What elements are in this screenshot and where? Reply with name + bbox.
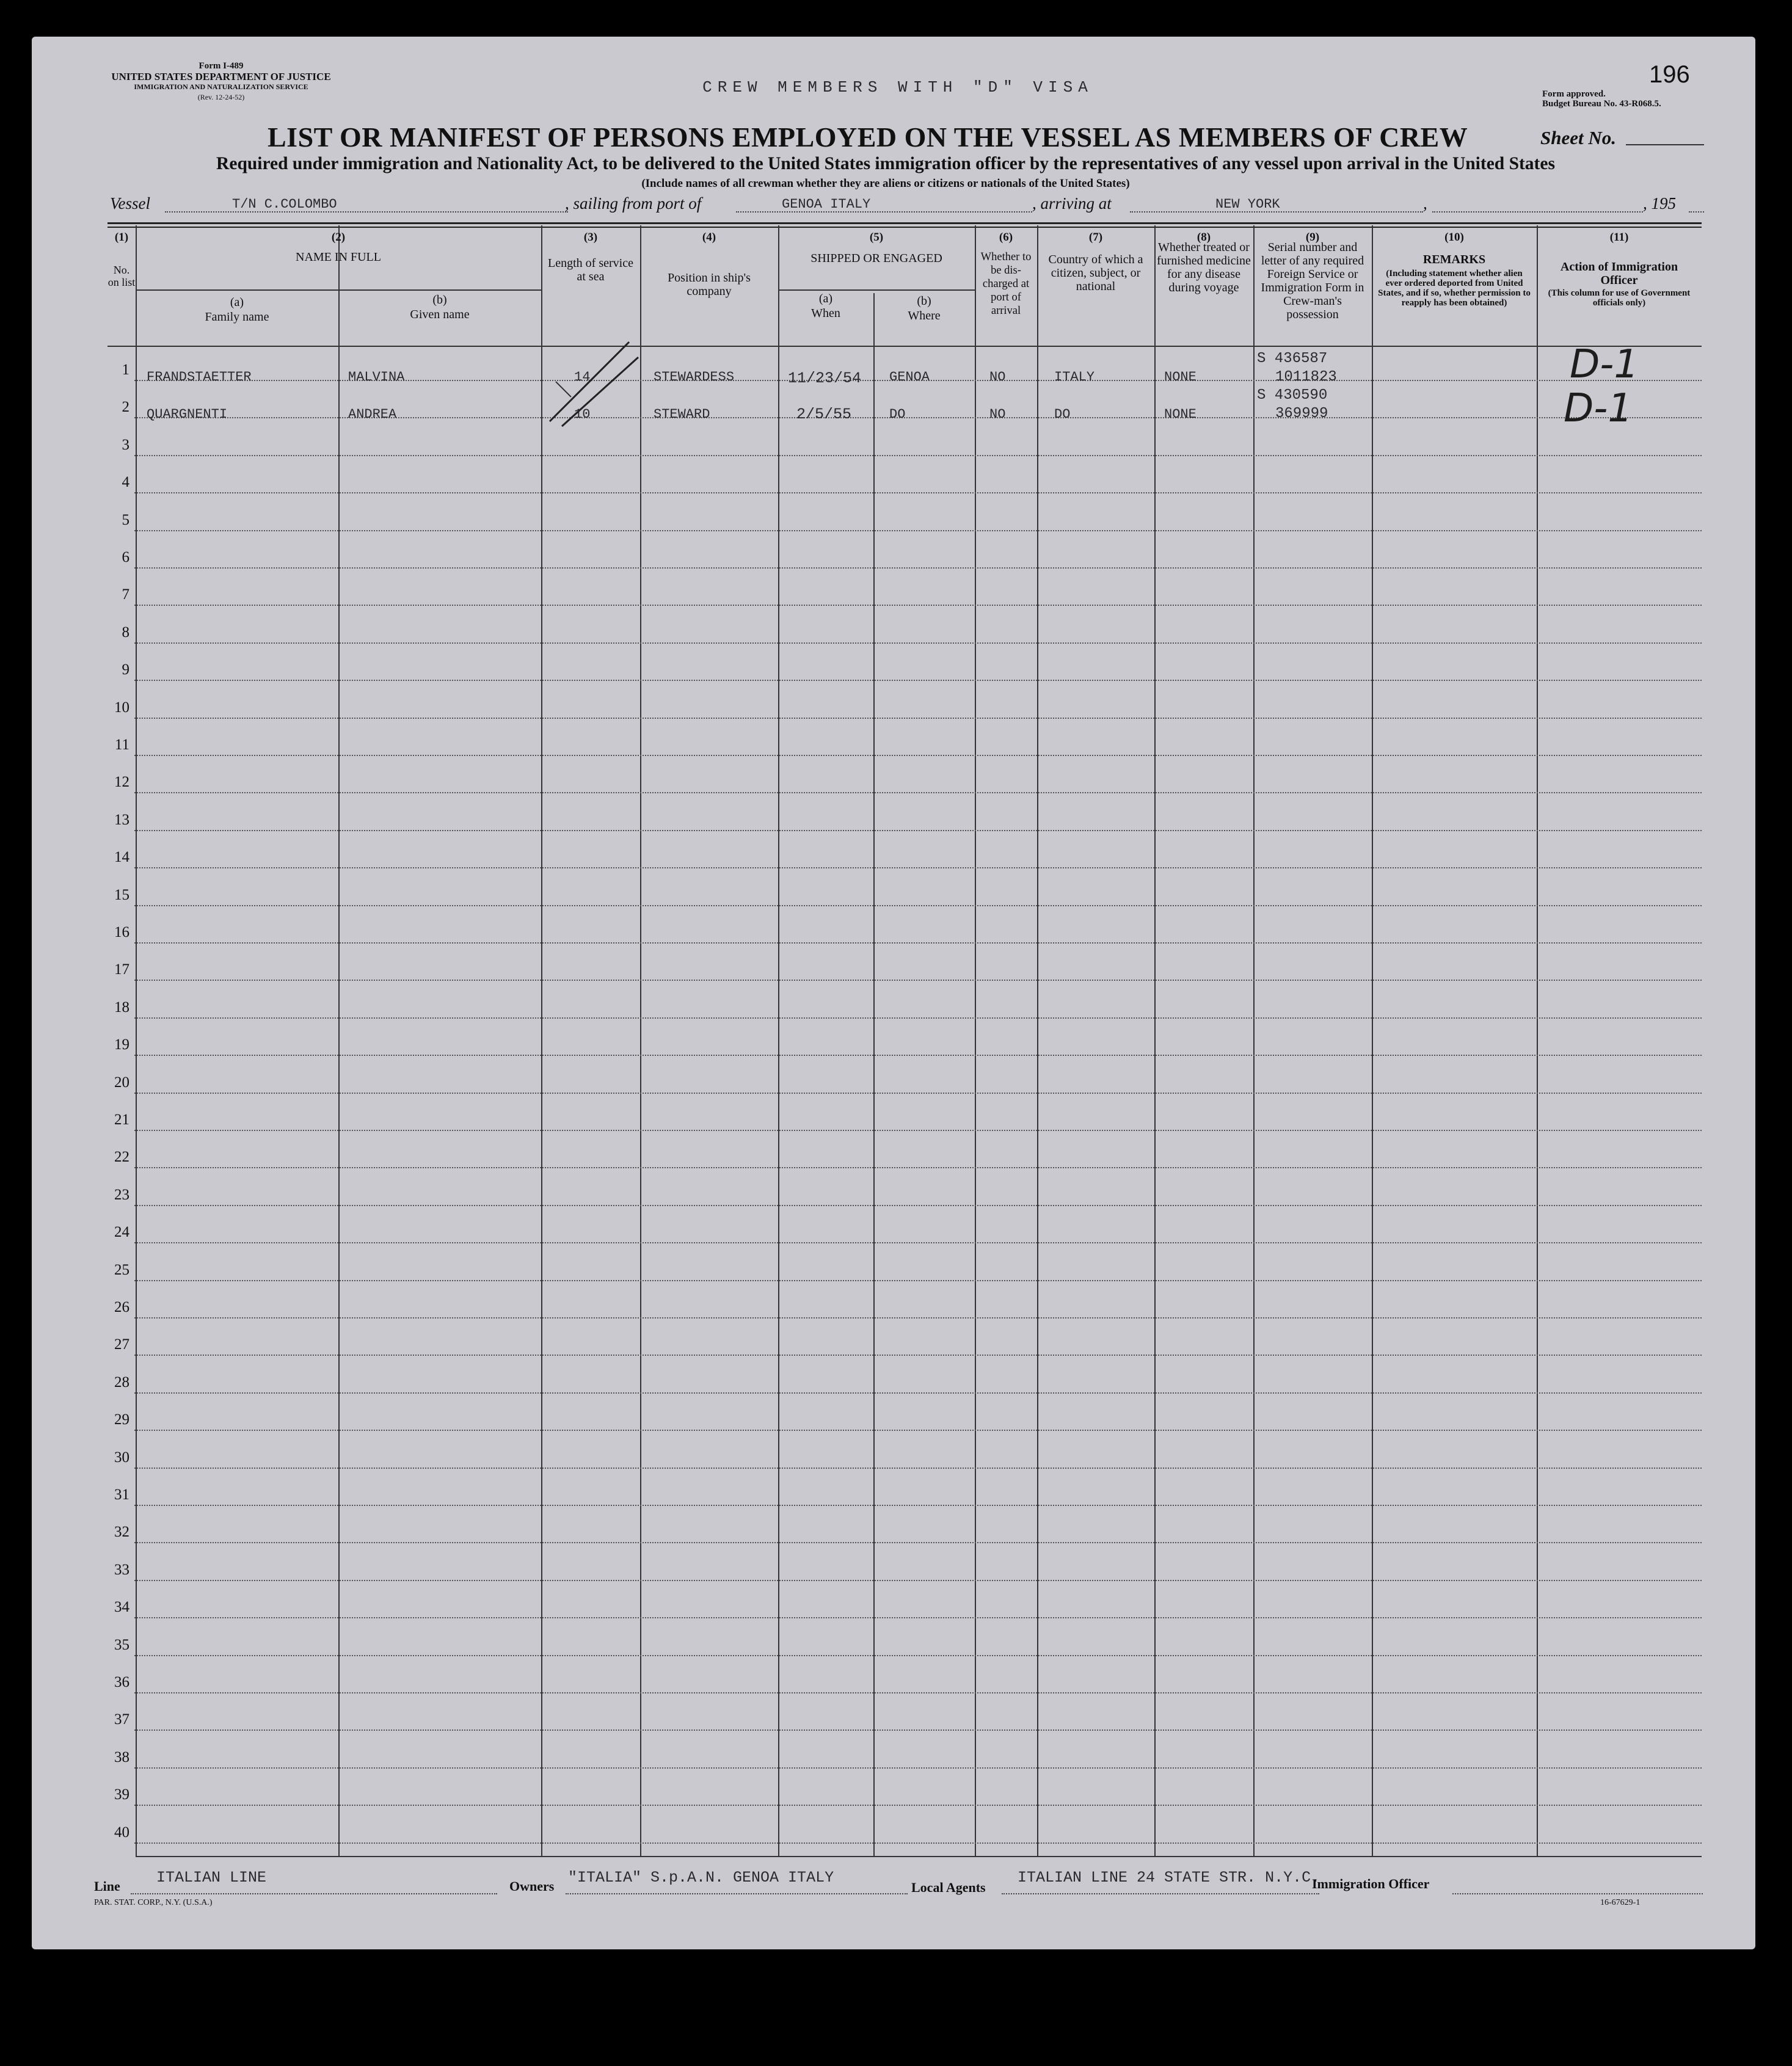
row-2-medicine: NONE — [1164, 407, 1196, 422]
sheet-number-label: Sheet No. — [1540, 127, 1616, 148]
year-label: , 195 — [1643, 194, 1676, 213]
service: IMMIGRATION AND NATURALIZATION SERVICE — [134, 82, 308, 91]
col-4-number: (4) — [702, 231, 716, 244]
table-row[interactable] — [134, 905, 1702, 906]
col-2a-letter: (a) — [230, 296, 244, 309]
col-7-label: Country of which a citizen, subject, or national — [1048, 253, 1143, 293]
row-number: 36 — [114, 1674, 129, 1690]
form-number: Form I-489 — [199, 61, 244, 71]
row-number: 14 — [114, 849, 129, 865]
table-row[interactable] — [134, 642, 1702, 644]
vessel-field[interactable]: T/N C.COLOMBO — [232, 197, 337, 212]
table-row[interactable] — [134, 1655, 1702, 1656]
local-agents-field[interactable]: ITALIAN LINE 24 STATE STR. N.Y.C. — [1018, 1869, 1320, 1886]
table-row[interactable] — [134, 1167, 1702, 1168]
row-number: 19 — [114, 1036, 129, 1053]
table-top-border — [107, 222, 1702, 224]
table-row[interactable] — [134, 1505, 1702, 1506]
row-number: 21 — [114, 1111, 129, 1128]
printer-imprint: PAR. STAT. CORP., N.Y. (U.S.A.) — [94, 1898, 213, 1907]
col-2b-label: Given name — [410, 308, 470, 321]
col-5b-letter: (b) — [917, 294, 931, 308]
page-title: LIST OR MANIFEST OF PERSONS EMPLOYED ON THE VESSEL AS MEMBERS OF CREW — [268, 122, 1468, 153]
line-field[interactable]: ITALIAN LINE — [156, 1869, 267, 1886]
form-approved-label: Form approved. — [1542, 89, 1606, 99]
line-label: Line — [94, 1879, 120, 1894]
row-number: 15 — [114, 887, 129, 903]
table-row[interactable] — [134, 1017, 1702, 1019]
table-row[interactable] — [134, 492, 1702, 493]
table-row[interactable] — [134, 792, 1702, 793]
row-1-position: STEWARDESS — [654, 369, 735, 385]
name-subheader-line — [136, 289, 541, 291]
table-row[interactable] — [134, 755, 1702, 756]
table-row[interactable] — [134, 1093, 1702, 1094]
row-2-serial-a: S 430590 — [1257, 387, 1328, 404]
col-5b-label: Where — [908, 309, 941, 322]
table-bottom-line — [136, 1856, 1702, 1857]
row-number: 32 — [114, 1524, 129, 1540]
row-number: 12 — [114, 774, 129, 790]
row-number: 33 — [114, 1562, 129, 1578]
sailing-underline — [736, 211, 1032, 213]
row-1-discharged: NO — [989, 369, 1006, 385]
table-row[interactable] — [134, 942, 1702, 944]
row-number: 30 — [114, 1449, 129, 1466]
col-10-label: REMARKS — [1422, 253, 1486, 266]
table-row[interactable] — [134, 1355, 1702, 1356]
page-number: 196 — [1649, 61, 1690, 88]
row-1-medicine: NONE — [1164, 369, 1196, 385]
row-number: 22 — [114, 1149, 129, 1165]
officer-underline — [1452, 1893, 1703, 1894]
col-8-label: Whether treated or furnished medicine for any disease during voyage — [1157, 241, 1251, 294]
row-number: 6 — [122, 549, 129, 566]
row-1-serial-a: S 436587 — [1257, 351, 1328, 367]
date-underline — [1432, 211, 1643, 213]
year-underline — [1689, 211, 1704, 213]
table-row[interactable] — [134, 1542, 1702, 1543]
row-number: 37 — [114, 1711, 129, 1728]
table-row[interactable] — [134, 1767, 1702, 1769]
row-number: 27 — [114, 1336, 129, 1353]
row-number: 4 — [122, 474, 129, 490]
table-row[interactable] — [134, 1468, 1702, 1469]
vessel-underline — [165, 211, 568, 213]
column-divider — [136, 225, 137, 1856]
col-11-note: (This column for use of Government officials only) — [1548, 288, 1691, 308]
row-1-shipped-where: GENOA — [889, 369, 930, 385]
row-1-action: D-1 — [1570, 342, 1639, 387]
row-2-discharged: NO — [989, 407, 1006, 422]
department: UNITED STATES DEPARTMENT OF JUSTICE — [111, 71, 331, 82]
row-2-shipped-where: DO — [889, 407, 906, 422]
table-top-border-inner — [107, 227, 1702, 228]
col-5-number: (5) — [869, 231, 884, 244]
row-2-position: STEWARD — [654, 407, 710, 422]
subtitle: Required under immigration and Nationality Act, to be delivered to the United States immigration officer by the representatives of any vessel upon arrival in the United States — [216, 154, 1555, 173]
col-5a-label: When — [811, 307, 840, 320]
table-row[interactable] — [134, 1242, 1702, 1243]
row-number: 23 — [114, 1187, 129, 1203]
row-2-country: DO — [1054, 407, 1071, 422]
row-1-family-name: FRANDSTAETTER — [147, 369, 252, 385]
col-9-label: Serial number and letter of any required Foreign Service or Immigration Form in Crew-man's possession — [1261, 241, 1364, 321]
table-row[interactable] — [134, 718, 1702, 719]
row-number: 40 — [114, 1824, 129, 1841]
row-number: 16 — [114, 924, 129, 940]
budget-bureau: Budget Bureau No. 43-R068.5. — [1542, 99, 1661, 109]
print-code: 16-67629-1 — [1600, 1898, 1641, 1907]
sailing-label: , sailing from port of — [565, 194, 702, 213]
col-2-label: NAME IN FULL — [296, 250, 381, 264]
immigration-officer-label: Immigration Officer — [1312, 1876, 1430, 1891]
form-approved — [1542, 89, 1661, 109]
row-number: 35 — [114, 1637, 129, 1653]
col-4-label: Position in ship's company — [668, 271, 751, 298]
row-number: 11 — [114, 737, 129, 753]
table-row[interactable] — [134, 1317, 1702, 1319]
row-number: 7 — [122, 586, 129, 603]
row-number: 25 — [114, 1262, 129, 1278]
table-row[interactable] — [134, 1730, 1702, 1731]
col-10-note: (Including statement whether alien ever ordered deported from United States, and if so, whether permission to reapply has been obtained) — [1378, 269, 1531, 308]
column-divider — [975, 225, 976, 1856]
col-1-number: (1) — [114, 231, 129, 244]
col-1-label: No. on list — [107, 264, 136, 288]
row-number: 1 — [122, 362, 129, 378]
column-divider — [640, 225, 641, 1856]
row-number: 13 — [114, 812, 129, 828]
row-number: 28 — [114, 1374, 129, 1391]
column-divider — [1037, 225, 1038, 1856]
col-3-number: (3) — [583, 231, 598, 244]
col-2a-label: Family name — [205, 310, 269, 324]
table-row[interactable] — [134, 980, 1702, 981]
table-row[interactable] — [134, 1805, 1702, 1806]
row-number: 29 — [114, 1411, 129, 1428]
table-row[interactable] — [134, 530, 1702, 531]
table-row[interactable] — [134, 1580, 1702, 1581]
col-3-label: Length of service at sea — [548, 256, 633, 283]
row-number: 26 — [114, 1299, 129, 1315]
row-number: 34 — [114, 1599, 129, 1615]
row-2-shipped-when: 2/5/55 — [796, 406, 852, 423]
col-9-number: (9) — [1305, 231, 1320, 244]
row-number: 31 — [114, 1486, 129, 1503]
subnote: (Include names of all crewman whether they are aliens or citizens or nationals of the United States) — [641, 177, 1130, 190]
table-row[interactable] — [134, 680, 1702, 681]
date-separator: , — [1423, 194, 1427, 213]
col-2b-letter: (b) — [432, 293, 447, 307]
check-mark-icon — [537, 330, 647, 434]
table-row[interactable] — [134, 1280, 1702, 1281]
col-11-number: (11) — [1609, 231, 1629, 244]
col-11-label: Action of Immigration Officer — [1560, 260, 1678, 287]
row-1-given-name: MALVINA — [348, 369, 405, 385]
column-divider — [338, 225, 340, 1856]
row-2-family-name: QUARGNENTI — [147, 407, 228, 422]
shipped-subheader-line — [778, 289, 975, 291]
table-row[interactable] — [134, 567, 1702, 569]
local-agents-label: Local Agents — [911, 1880, 986, 1895]
row-2-serial-b: 369999 — [1275, 406, 1328, 422]
row-number: 9 — [122, 661, 129, 678]
column-divider — [1537, 225, 1538, 1856]
row-number: 10 — [114, 699, 129, 716]
column-divider — [1154, 225, 1156, 1856]
table-row[interactable] — [134, 1130, 1702, 1131]
col-5a-letter: (a) — [818, 292, 833, 305]
row-1-country: ITALY — [1054, 369, 1095, 385]
column-divider — [541, 225, 542, 1856]
row-number: 5 — [122, 512, 129, 528]
arriving-port-field[interactable]: NEW YORK — [1215, 197, 1280, 212]
col-7-number: (7) — [1088, 231, 1103, 244]
col-10-number: (10) — [1444, 231, 1464, 244]
col-6-number: (6) — [999, 231, 1013, 244]
table-row[interactable] — [134, 1392, 1702, 1394]
row-number: 24 — [114, 1224, 129, 1240]
row-number: 20 — [114, 1074, 129, 1091]
table-row[interactable] — [134, 1617, 1702, 1618]
arriving-label: , arriving at — [1032, 194, 1112, 213]
table-row[interactable] — [134, 1692, 1702, 1693]
table-row[interactable] — [134, 1205, 1702, 1206]
col-8-number: (8) — [1196, 231, 1211, 244]
row-number: 38 — [114, 1749, 129, 1766]
revision: (Rev. 12-24-52) — [197, 93, 245, 101]
vessel-label: Vessel — [110, 194, 150, 213]
header-bottom-line — [107, 346, 1702, 347]
line-underline — [131, 1893, 497, 1894]
row-2-given-name: ANDREA — [348, 407, 397, 422]
table-row[interactable] — [134, 1842, 1702, 1844]
row-1-serial-b: 1011823 — [1275, 369, 1337, 385]
table-row[interactable] — [134, 455, 1702, 456]
col-2-number: (2) — [331, 231, 346, 244]
row-number: 8 — [122, 624, 129, 641]
sailing-port-field[interactable]: GENOA ITALY — [782, 197, 871, 212]
column-divider — [778, 225, 779, 1856]
crew-heading: CREW MEMBERS WITH "D" VISA — [702, 78, 1093, 96]
form-identifier — [68, 61, 374, 103]
agents-underline — [1002, 1893, 1319, 1894]
table-row[interactable] — [134, 867, 1702, 868]
table-row[interactable] — [134, 830, 1702, 831]
table-row[interactable] — [134, 1430, 1702, 1431]
row-number: 2 — [122, 399, 129, 415]
row-number: 18 — [114, 999, 129, 1016]
row-number: 39 — [114, 1786, 129, 1803]
owners-field[interactable]: "ITALIA" S.p.A.N. GENOA ITALY — [568, 1869, 834, 1886]
table-row[interactable] — [134, 605, 1702, 606]
row-number: 17 — [114, 961, 129, 978]
col-5-label: SHIPPED OR ENGAGED — [810, 252, 942, 265]
row-2-length: 10 — [574, 407, 591, 422]
row-1-length: 14 — [574, 369, 591, 385]
sheet-number-field[interactable] — [1626, 144, 1704, 145]
row-2-action: D-1 — [1564, 386, 1633, 431]
column-divider — [1253, 225, 1255, 1856]
owners-label: Owners — [509, 1879, 555, 1894]
table-row[interactable] — [134, 1055, 1702, 1056]
row-number: 3 — [122, 437, 129, 453]
row-1-shipped-when: 11/23/54 — [788, 369, 862, 387]
column-divider — [1372, 225, 1373, 1856]
owners-underline — [566, 1893, 908, 1894]
column-divider — [873, 293, 875, 1856]
col-6-label: Whether to be dis-charged at port of arrival — [980, 251, 1032, 317]
